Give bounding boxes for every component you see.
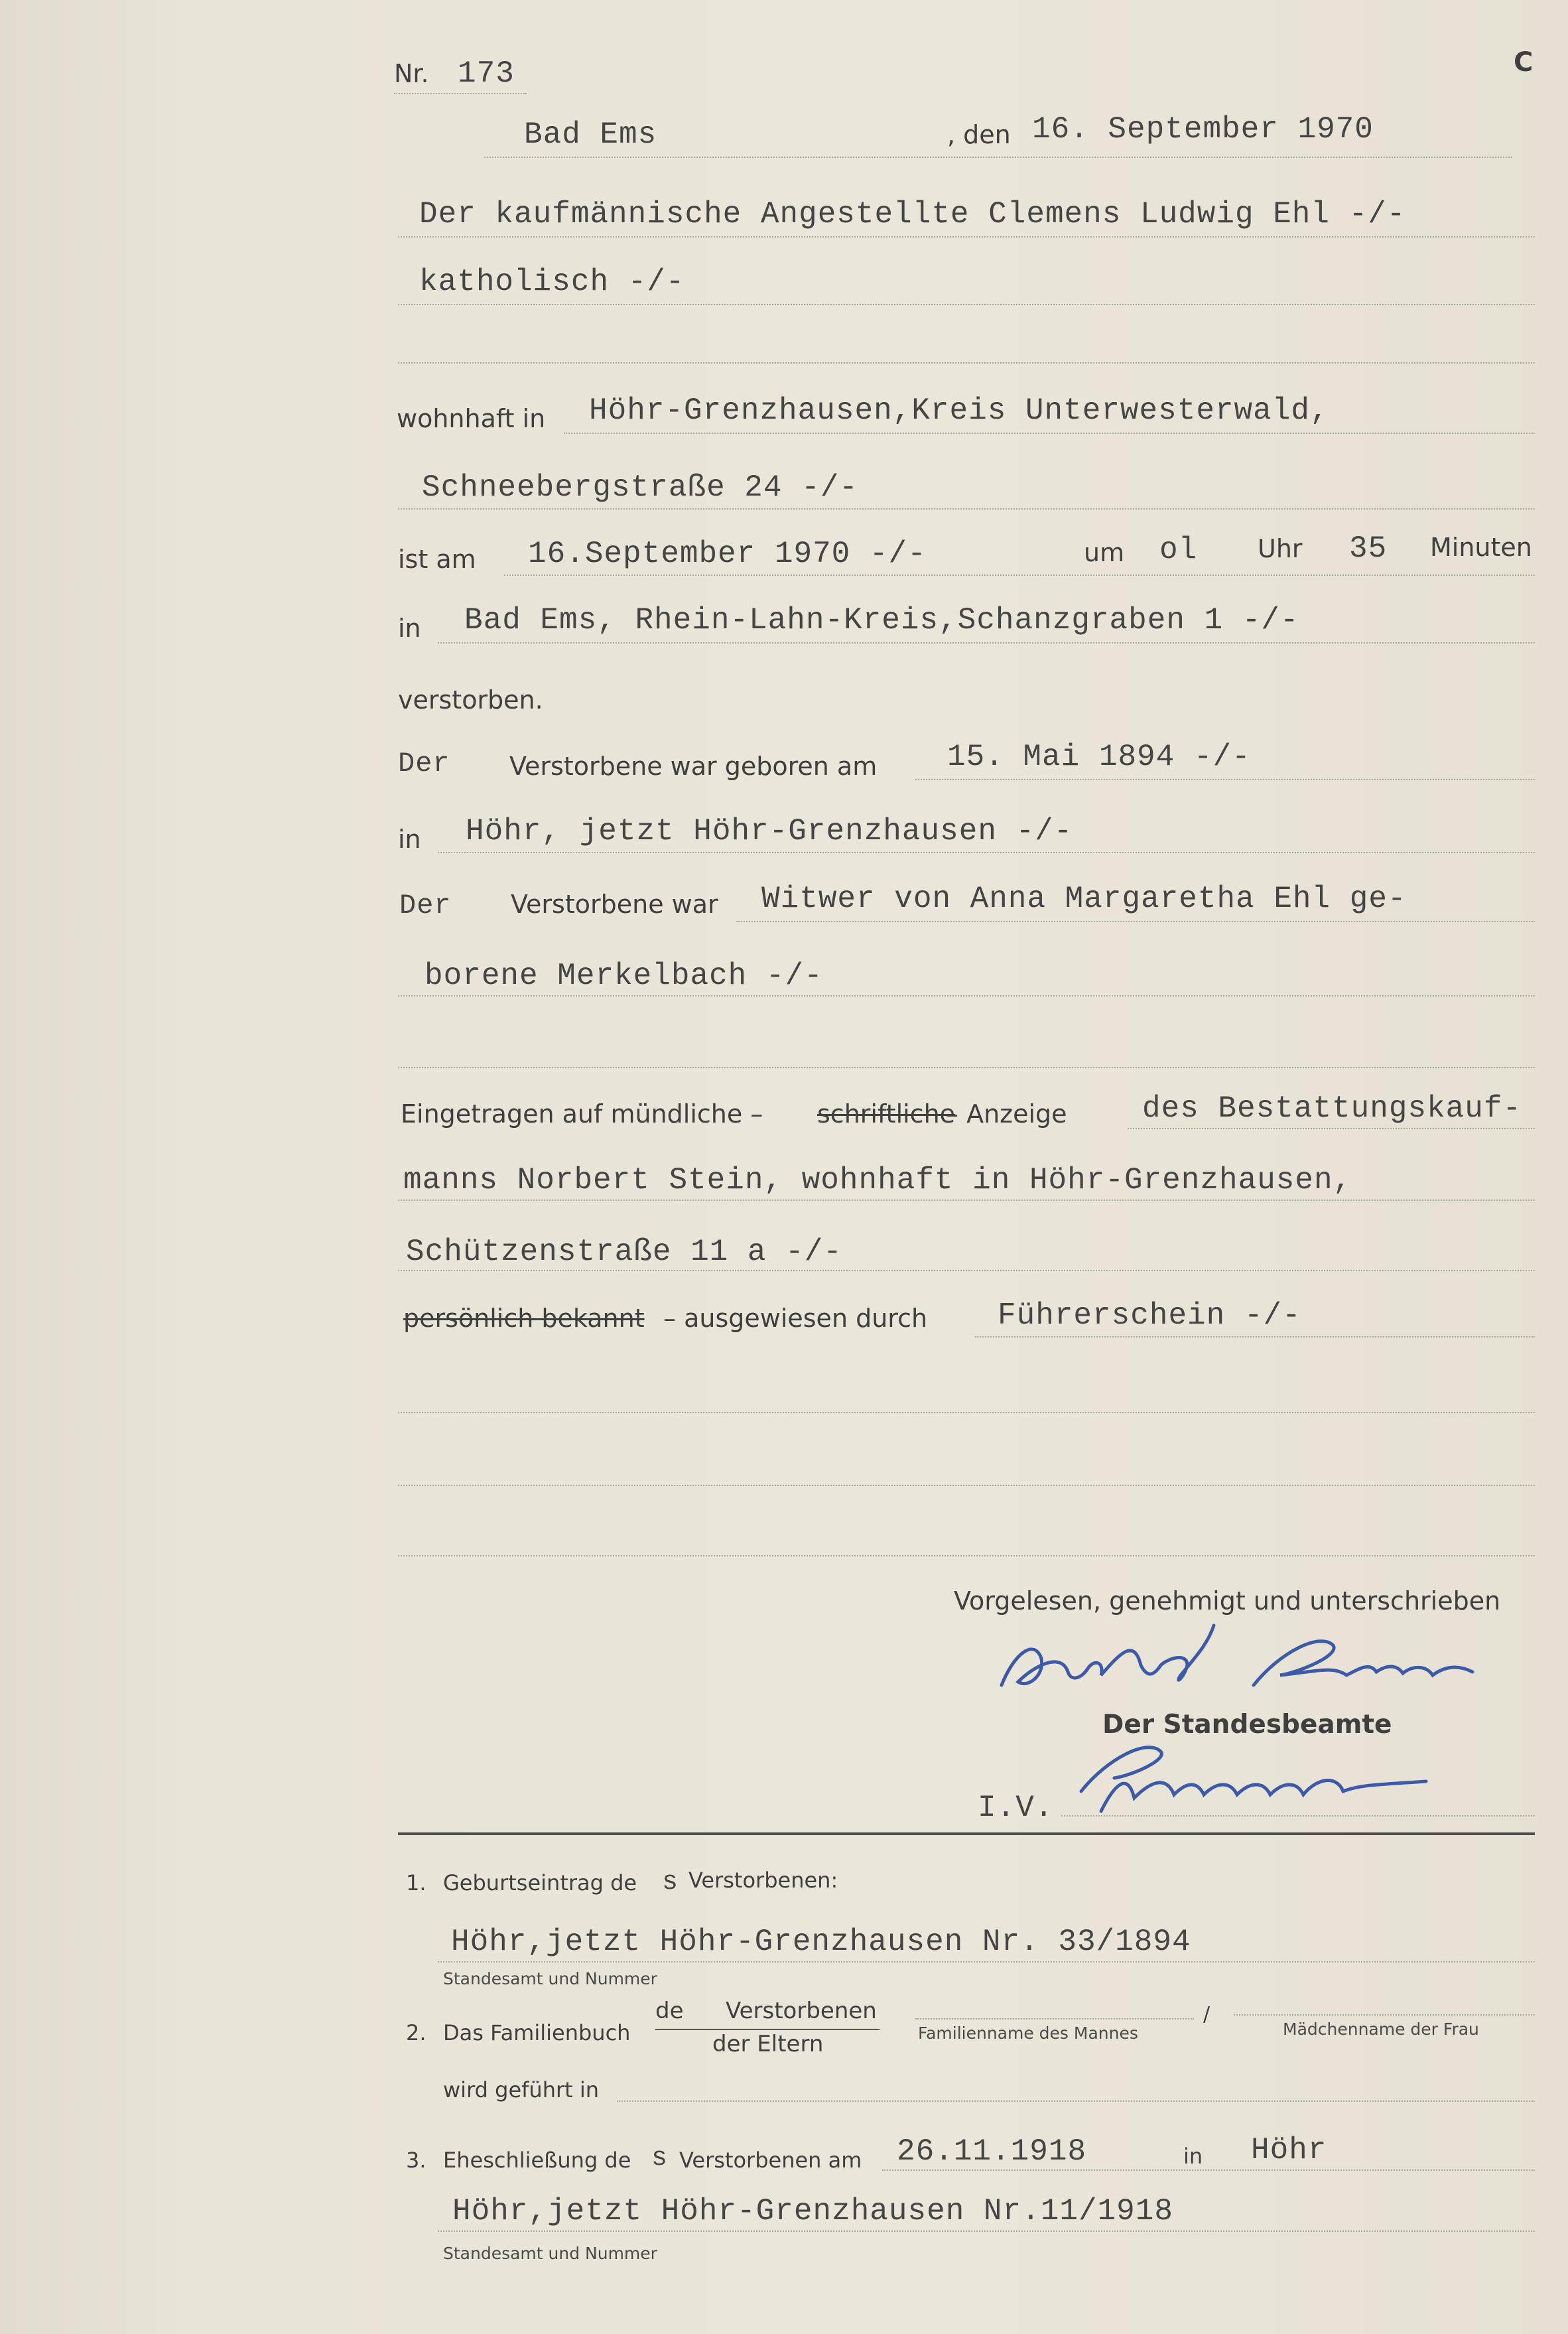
time-hour: ol: [1159, 533, 1198, 567]
registration-typed-line-3: Schützenstraße 11 a -/-: [406, 1235, 842, 1269]
item-1-label-suffix: s: [662, 1868, 679, 1897]
known-personally-struck: persönlich bekannt: [403, 1304, 645, 1333]
item-2-label: Das Familienbuch: [443, 2020, 631, 2045]
item-2-slash: /: [1203, 2003, 1210, 2026]
dotted-line: [438, 2231, 1535, 2232]
item-3-number: 3.: [406, 2148, 426, 2173]
item-2-kept-in: wird geführt in: [443, 2077, 600, 2102]
registry-place: Bad Ems: [524, 117, 657, 152]
item-3-label-end: Verstorbenen am: [679, 2148, 862, 2173]
death-place-label: in: [398, 614, 421, 643]
wife-maiden-name-caption: Mädchenname der Frau: [1283, 2020, 1479, 2039]
dotted-line: [975, 1336, 1535, 1338]
status-prefix: Der: [399, 890, 452, 922]
item-3-label-suffix: s: [651, 2144, 669, 2173]
dotted-line: [398, 304, 1535, 305]
marriage-date: 26.11.1918: [897, 2134, 1087, 2169]
id-document: Führerschein -/-: [998, 1298, 1301, 1333]
dotted-line: [398, 1412, 1535, 1413]
registration-typed-line-2: manns Norbert Stein, wohnhaft in Höhr-Grenzhausen,: [403, 1163, 1352, 1198]
id-label: – ausgewiesen durch: [663, 1304, 928, 1333]
item-2-number: 2.: [406, 2020, 426, 2045]
dotted-line: [398, 1067, 1535, 1068]
dotted-line: [438, 642, 1535, 644]
registration-typed-line-1: des Bestattungskauf-: [1142, 1091, 1522, 1126]
born-place: Höhr, jetzt Höhr-Grenzhausen -/-: [466, 814, 1073, 849]
dotted-line: [398, 1485, 1535, 1486]
death-date-label: ist am: [398, 545, 476, 574]
item-1-number: 1.: [406, 1870, 426, 1895]
corner-mark: C: [1514, 47, 1534, 78]
marital-status-line-1: Witwer von Anna Margaretha Ehl ge-: [761, 882, 1407, 916]
registry-date: 16. September 1970: [1032, 112, 1374, 147]
dotted-line: [398, 236, 1535, 238]
record-number-label: Nr.: [394, 59, 429, 88]
dotted-line: [438, 852, 1535, 853]
dotted-line: [1061, 1815, 1535, 1817]
dotted-line: [398, 508, 1535, 510]
dotted-line: [438, 1961, 1535, 1962]
status-label: Verstorbene war: [511, 890, 718, 919]
item-3-in: in: [1183, 2144, 1203, 2169]
born-place-label: in: [398, 825, 421, 854]
husband-family-name-caption: Familienname des Mannes: [918, 2024, 1138, 2043]
marriage-registry: Höhr,jetzt Höhr-Grenzhausen Nr.11/1918: [452, 2194, 1173, 2229]
item-3-label: Eheschließung de: [443, 2148, 631, 2173]
death-place: Bad Ems, Rhein-Lahn-Kreis,Schanzgraben 1 -/-: [464, 603, 1299, 638]
item-1-caption: Standesamt und Nummer: [443, 1969, 657, 1988]
dotted-line: [398, 1270, 1535, 1271]
born-label: Verstorbene war geboren am: [509, 752, 878, 781]
born-prefix: Der: [398, 748, 450, 780]
dotted-line: [882, 2169, 1535, 2171]
dotted-line: [398, 1200, 1535, 1201]
item-2-upper-option: Verstorbenen: [726, 1998, 877, 2024]
record-number: 173: [458, 56, 515, 91]
registration-label-start: Eingetragen auf mündliche –: [401, 1099, 763, 1129]
residence-line-2: Schneebergstraße 24 -/-: [422, 470, 858, 505]
dotted-line: [398, 995, 1535, 996]
time-minutes-label: Minuten: [1430, 533, 1532, 562]
time-uhr-label: Uhr: [1258, 534, 1303, 563]
marital-status-line-2: borene Merkelbach -/-: [425, 959, 823, 993]
deceased-line-1: Der kaufmännische Angestellte Clemens Ludwig Ehl -/-: [419, 197, 1406, 232]
dotted-line: [504, 575, 1535, 576]
dotted-line: [736, 921, 1535, 922]
section-divider: [398, 1832, 1535, 1835]
died-label: verstorben.: [398, 685, 543, 715]
dotted-line: [398, 1555, 1535, 1556]
read-approved-signed: Vorgelesen, genehmigt und unterschrieben: [954, 1586, 1501, 1615]
dotted-line: [617, 2100, 1535, 2102]
item-1-label-end: Verstorbenen:: [688, 1868, 838, 1893]
item-3-caption: Standesamt und Nummer: [443, 2244, 657, 2263]
residence-label: wohnhaft in: [397, 404, 546, 433]
dotted-line: [394, 93, 527, 94]
registrar-signature: [1068, 1718, 1439, 1824]
birth-entry-registry: Höhr,jetzt Höhr-Grenzhausen Nr. 33/1894: [451, 1925, 1191, 1959]
dotted-line: [1234, 2014, 1535, 2016]
time-um-label: um: [1084, 538, 1125, 567]
time-minutes: 35: [1349, 531, 1388, 566]
marriage-place: Höhr: [1251, 2133, 1327, 2167]
registrar-label: Der Standesbeamte: [1102, 1710, 1392, 1740]
dotted-line: [915, 2018, 1194, 2020]
residence-line-1: Höhr-Grenzhausen,Kreis Unterwesterwald,: [589, 393, 1329, 428]
dotted-line: [1128, 1128, 1535, 1129]
item-2-lower-option: der Eltern: [712, 2031, 824, 2057]
registration-label-end: – Anzeige: [946, 1099, 1067, 1129]
dotted-line: [398, 362, 1535, 364]
born-date: 15. Mai 1894 -/-: [947, 740, 1251, 774]
date-prefix: , den: [947, 120, 1011, 149]
death-date: 16.September 1970 -/-: [528, 537, 927, 571]
registration-label-struck: schriftliche: [817, 1099, 956, 1129]
deceased-religion: katholisch -/-: [419, 265, 685, 299]
item-2-de: de: [655, 1998, 684, 2024]
iv-label: I.V.: [978, 1791, 1054, 1825]
dotted-line: [915, 779, 1535, 780]
informant-signature: [988, 1612, 1492, 1705]
dotted-line: [564, 433, 1535, 434]
dotted-line: [484, 157, 1512, 158]
item-1-label: Geburtseintrag de: [443, 1870, 637, 1895]
fraction-line: [655, 2029, 880, 2030]
